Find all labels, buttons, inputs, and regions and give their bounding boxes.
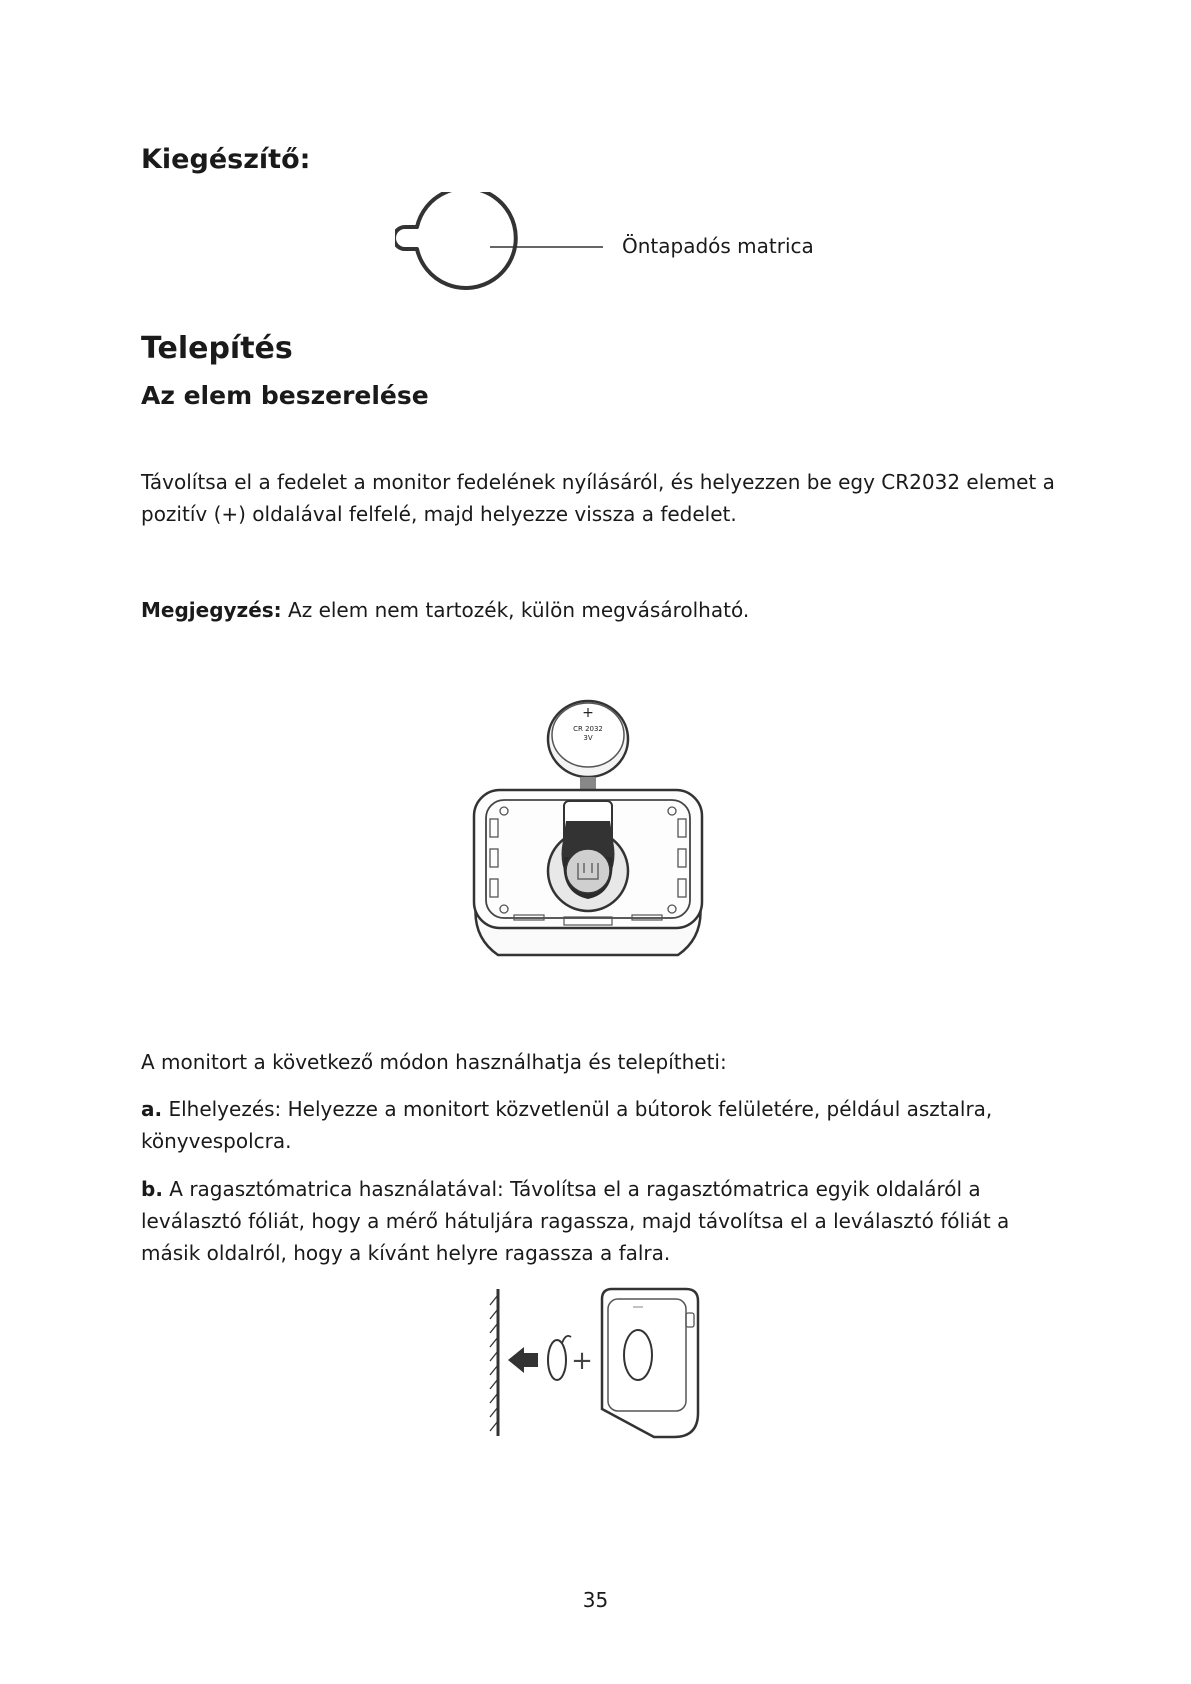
- item-b-text: A ragasztómatrica használatával: Távolítsa el a ragasztómatrica egyik oldaláról a leválasztó fóliát, hogy a mérő hátuljára ragassza, majd távolítsa el a leválasztó fóliát a másik oldalról, hogy a kívánt helyre ragassza a falra.: [141, 1177, 1010, 1265]
- usage-item-b: [141, 1173, 1061, 1269]
- note-label: Megjegyzés:: [141, 598, 282, 622]
- left-arrow-icon: [508, 1347, 538, 1373]
- battery-plus-sign: +: [582, 705, 594, 721]
- item-b-label: b.: [141, 1177, 163, 1201]
- note-text: Az elem nem tartozék, külön megvásárolható.: [281, 598, 750, 622]
- usage-item-a: [141, 1093, 1061, 1157]
- battery-heading: Az elem beszerelése: [141, 381, 429, 410]
- sticker-label: Öntapadós matrica: [622, 234, 814, 258]
- battery-installation-illustration: [468, 697, 708, 967]
- wall-mount-illustration: [478, 1285, 718, 1440]
- accessory-heading: Kiegészítő:: [141, 144, 311, 175]
- adhesive-sticker-illustration: [395, 192, 615, 302]
- note-paragraph: [141, 594, 1061, 626]
- battery-voltage-text: 3V: [583, 734, 593, 742]
- item-a-text: Elhelyezés: Helyezze a monitort közvetlenül a bútorok felületére, például asztalra, könyvespolcra.: [141, 1097, 993, 1153]
- battery-model-text: CR 2032: [573, 725, 603, 733]
- page-number: 35: [582, 1588, 609, 1612]
- install-heading: Telepítés: [141, 331, 293, 366]
- item-a-label: a.: [141, 1097, 163, 1121]
- battery-instructions: Távolítsa el a fedelet a monitor fedelének nyílásáról, és helyezzen be egy CR2032 elemet a pozitív (+) oldalával felfelé, majd helyezze vissza a fedelet.: [141, 470, 1055, 526]
- usage-intro: A monitort a következő módon használhatja és telepítheti:: [141, 1050, 727, 1074]
- mount-plus-sign: +: [571, 1346, 593, 1376]
